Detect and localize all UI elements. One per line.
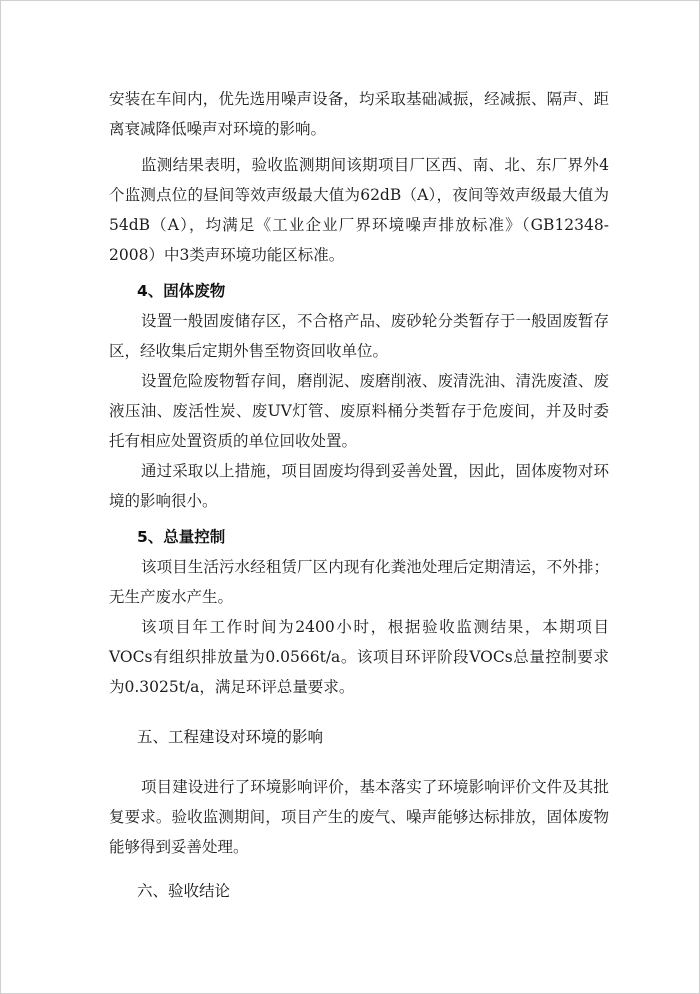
document-body xyxy=(109,84,609,906)
paragraph-construction-impact: 项目建设进行了环境影响评价，基本落实了环境影响评价文件及其批复要求。验收监测期间，项目产生的废气、噪声能够达标排放，固体废物能够得到妥善处理。 xyxy=(109,778,609,856)
heading-solid-waste: 4、固体废物 xyxy=(137,282,226,300)
paragraph-vocs: 该项目年工作时间为2400小时，根据验收监测结果，本期项目VOCs有组织排放量为0.0566t/a。该项目环评阶段VOCs总量控制要求为0.3025t/a，满足环评总量要求。 xyxy=(109,618,609,696)
paragraph-waste-conclusion: 通过采取以上措施，项目固废均得到妥善处置，因此，固体废物对环境的影响很小。 xyxy=(109,462,609,510)
paragraph-noise-results: 监测结果表明，验收监测期间该期项目厂区西、南、北、东厂界外4个监测点位的昼间等效声级最大值为62dB（A），夜间等效声级最大值为54dB（A），均满足《工业企业厂界环境噪声排放标准》（GB12348-2008）中3类声环境功能区标准。 xyxy=(109,156,609,264)
paragraph-general-waste: 设置一般固废储存区，不合格产品、废砂轮分类暂存于一般固废暂存区，经收集后定期外售至物资回收单位。 xyxy=(109,312,609,360)
heading-total-control: 5、总量控制 xyxy=(137,528,226,546)
heading-acceptance-conclusion: 六、验收结论 xyxy=(137,882,231,900)
paragraph-noise-measures: 安装在车间内，优先选用噪声设备，均采取基础减振，经减振、隔声、距离衰减降低噪声对环境的影响。 xyxy=(109,90,609,138)
paragraph-wastewater: 该项目生活污水经租赁厂区内现有化粪池处理后定期清运，不外排；无生产废水产生。 xyxy=(109,558,609,606)
heading-construction-impact: 五、工程建设对环境的影响 xyxy=(137,728,324,746)
paragraph-hazardous-waste: 设置危险废物暂存间，磨削泥、废磨削液、废清洗油、清洗废渣、废液压油、废活性炭、废UV灯管、废原料桶分类暂存于危废间，并及时委托有相应处置资质的单位回收处置。 xyxy=(109,372,609,450)
